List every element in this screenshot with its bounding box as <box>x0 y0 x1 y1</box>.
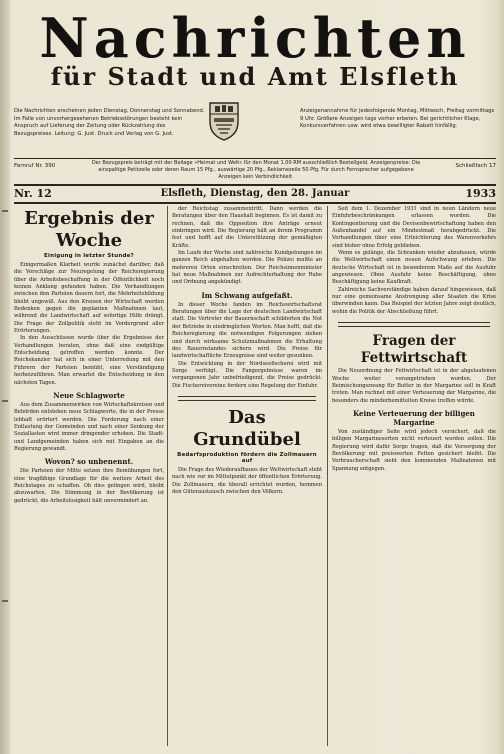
article-paragraph: Einigermaßen Klarheit wurde zunächst darüber, daß die Vorschläge zur Neuregelung der Reichsregierung über die Arbeitsbeschaffung in der Öffentlichkeit noch keinen Anklang gefunden haben. Die Verhandlungen zwischen den Parteien dauern fort, die Mehrheitsbildung bleibt ungewiß. Aus den Kreisen der Wirtschaft werden Bedenken gegen die geplanten Maßnahmen laut, während die Landwirtschaft auf sofortige Hilfe drängt. Die Frage der Zollpolitik steht im Vordergrund aller Erörterungen. <box>14 262 164 335</box>
article-headline: Fragen der Fettwirtschaft <box>360 333 468 367</box>
publication-info-left: Die Nachrichten erscheinen jeden Dienstag, Donnerstag und Sonnabend. Im Falle von unvorhergesehenen Betriebsstörungen besteht kein Anspruch auf Lieferung der Zeitung oder Rückzahlung des Bezugspreises. Leitung: G. Just. Druck und Verlag von G. Just. <box>14 108 205 137</box>
article-paragraph: In den Ausschüssen wurde über die Ergebnisse der Verhandlungen beraten, ohne daß eine endgültige Entscheidung getroffen werden konnte. Der Reichskanzler hat sich in einer Unterredung mit den Führern der Parteien bemüht, eine Verständigung herbeizuführen. Man erwartet die Entscheidung in den nächsten Tagen. <box>14 335 164 386</box>
binding-mark <box>2 600 8 602</box>
article-subhead: Im Schwang aufgefaßt. <box>201 290 293 300</box>
article-subhead: Keine Verteuerung der billigen Margarine <box>353 408 475 427</box>
publication-info-right: Anzeigenannahme für jedesfolgende Montag, Mittwoch, Freitag vormittags 9 Uhr. Größere Anzeigen tags vorher erbeten. Bei gerichtlicher Klage, Konkursverfahren usw. wird etwa bewilligter Rabatt hinfällig. <box>300 108 495 129</box>
column-separator <box>167 206 168 746</box>
masthead-rule <box>14 158 496 159</box>
article-paragraph: Wenn es gelänge, die Schranken wieder abzubauen, würde die Weltwirtschaft einen neuen Aufschwung erleben. Die deutsche Wirtschaft ist in besonderem Maße auf die Ausfuhr angewiesen. Ohne Ausfuhr keine Beschäftigung, ohne Beschäftigung keine Kaufkraft. <box>332 250 496 286</box>
article-paragraph: Seit dem 1. Dezember 1931 sind in neun Ländern neue Einfuhrbeschränkungen erlassen worden. Die Kontingentierung und die Devisenbewirtschaftung haben den Außenhandel auf ein Mindestmaß herabgedrückt. Die Verhandlungen über eine Erleichterung des Warenverkehrs sind bisher ohne Erfolg geblieben. <box>332 206 496 249</box>
article-subhead: Neue Schlagworte <box>53 390 125 400</box>
newspaper-subtitle: für Stadt und Amt Elsfleth <box>50 62 460 91</box>
binding-mark <box>2 210 8 212</box>
article-paragraph: Die Neuordnung der Fettwirtschaft ist in der abgelaufenen Woche weiter vorangetrieben worden. Der Beimischungszwang für Butter in der Margarine soll in Kraft treten. Man rechnet mit einer Verteuerung der Margarine, die besonders die minderbemittelten Kreise treffen würde. <box>332 368 496 404</box>
dateline <box>14 187 496 201</box>
article-paragraph: Zahlreiche Sachverständige haben darauf hingewiesen, daß nur eine gemeinsame Anstrengung aller Staaten die Krise überwinden kann. Das Beispiel der letzten Jahre zeigt deutlich, wohin die Politik der Abschließung führt. <box>332 286 496 315</box>
masthead <box>14 6 496 98</box>
article-divider <box>338 322 490 327</box>
column-separator <box>327 206 328 746</box>
issue-place-date: Elsfleth, Dienstag, den 28. Januar <box>160 188 350 199</box>
column-2 <box>172 206 322 746</box>
subscription-price-text: Der Bezugspreis beträgt mit der Beilage »Heimat und Welt« für den Monat 1.00 RM ausschließlich Bestellgeld. Anzeigenpreise: Die einspaltige Petitzeile oder deren Raum 15 Pfg., auswärtige 20 Pfg., Reklamezeile 50 Pfg. Für durch Fernsprecher aufgegebene Anzeigen kein Verbindlichkeit. <box>91 160 421 180</box>
column-3 <box>332 206 496 746</box>
article-headline: Das Grundübel <box>193 406 301 450</box>
page-gutter <box>0 0 10 754</box>
article-divider <box>178 396 316 401</box>
article-kicker: Bedarfsproduktion fördern die Zollmauern auf <box>177 451 317 464</box>
publication-info <box>14 108 496 156</box>
phone-number: Fernruf Nr. 390 <box>14 163 56 169</box>
article-paragraph: der Reichstag zusammentritt. Dann werden die Beratungen über den Haushalt beginnen. Es ist damit zu rechnen, daß die Opposition ihre Anträge erneut einbringen wird. Die Regierung hält an ihrem Programm fest und hofft auf die Unterstützung der gemäßigten Kräfte. <box>172 206 322 249</box>
article-paragraph: Die Parteien der Mitte setzen ihre Bemühungen fort, eine tragfähige Grundlage für die weitere Arbeit des Reichstages zu schaffen. Ob dies gelingen wird, bleibt abzuwarten. Die Stimmung in der Bevölkerung ist gedrückt, die Arbeitslosigkeit hält unvermindert an. <box>14 468 164 504</box>
article-subhead: Wovon? so unbenennt. <box>44 457 134 467</box>
column-1 <box>14 206 164 746</box>
newspaper-title: Nachrichten <box>39 6 471 70</box>
article-paragraph: Von zuständiger Seite wird jedoch versichert, daß die billigen Margarinesorten nicht verteuert werden sollen. Die Regierung wird dafür Sorge tragen, daß die Versorgung der Bevölkerung mit preiswerten Fetten gesichert bleibt. Die Verbraucherschaft sieht den kommenden Maßnahmen mit Spannung entgegen. <box>332 428 496 472</box>
issue-year: 1933 <box>465 187 496 200</box>
article-paragraph: Die Frage des Wiederaufbaues der Weltwirtschaft steht nach wie vor im Mittelpunkt der öffentlichen Erörterung. Die Zollmauern, die überall errichtet wurden, hemmen den Güteraustausch zwischen den Völkern. <box>172 466 322 495</box>
page-edge-shade <box>498 0 504 754</box>
article-paragraph: Im Laufe der Woche sind zahlreiche Kundgebungen im ganzen Reich abgehalten worden. Die Polizei mußte an mehreren Orten einschreiten. Der Reichsinnenminister hat neue Maßnahmen zur Aufrechterhaltung der Ruhe und Ordnung angekündigt. <box>172 250 322 286</box>
article-kicker: Einigung in letzter Stunde? <box>44 253 134 259</box>
article-paragraph: In dieser Woche fanden im Reichswirtschaftsrat Beratungen über die Lage der deutschen Landwirtschaft statt. Die Vertreter der Bauernschaft schilderten die Not der Betriebe in eindringlichen Worten. Man hofft, daß die Reichsregierung die notwendigen Folgerungen ziehen und durch wirksame Schutzmaßnahmen die Erhaltung des Bauernstandes sichern wird. Die Preise für landwirtschaftliche Erzeugnisse sind weiter gesunken. <box>172 301 322 360</box>
issue-number: Nr. 12 <box>14 187 52 200</box>
article-paragraph: Die Entwicklung in der Nordseefischerei wird mit Sorge verfolgt. Die Fangergebnisse waren im vergangenen Jahr unbefriedigend, die Preise gedrückt. Die Fischereivereine fordern eine Regelung der Einfuhr. <box>172 360 322 389</box>
dateline-bottom-rule <box>14 202 496 204</box>
dateline-top-rule <box>14 184 496 186</box>
article-paragraph: Aus dem Zusammenwirken von Wirtschaftskreisen und Behörden entstehen neue Schlagworte, die in der Presse lebhaft erörtert werden. Die Forderung nach einer Entlastung der Gemeinden und nach einer Senkung der Soziallasten wird immer dringender erhoben. Die Stadt- und Landgemeinden haben sich mit Eingaben an die Regierung gewandt. <box>14 401 164 452</box>
postbox: Schließfach 17 <box>455 163 496 169</box>
price-line <box>14 160 496 182</box>
coat-of-arms-icon <box>207 100 241 142</box>
binding-mark <box>2 400 8 402</box>
article-headline: Ergebnis der Woche <box>24 208 154 251</box>
